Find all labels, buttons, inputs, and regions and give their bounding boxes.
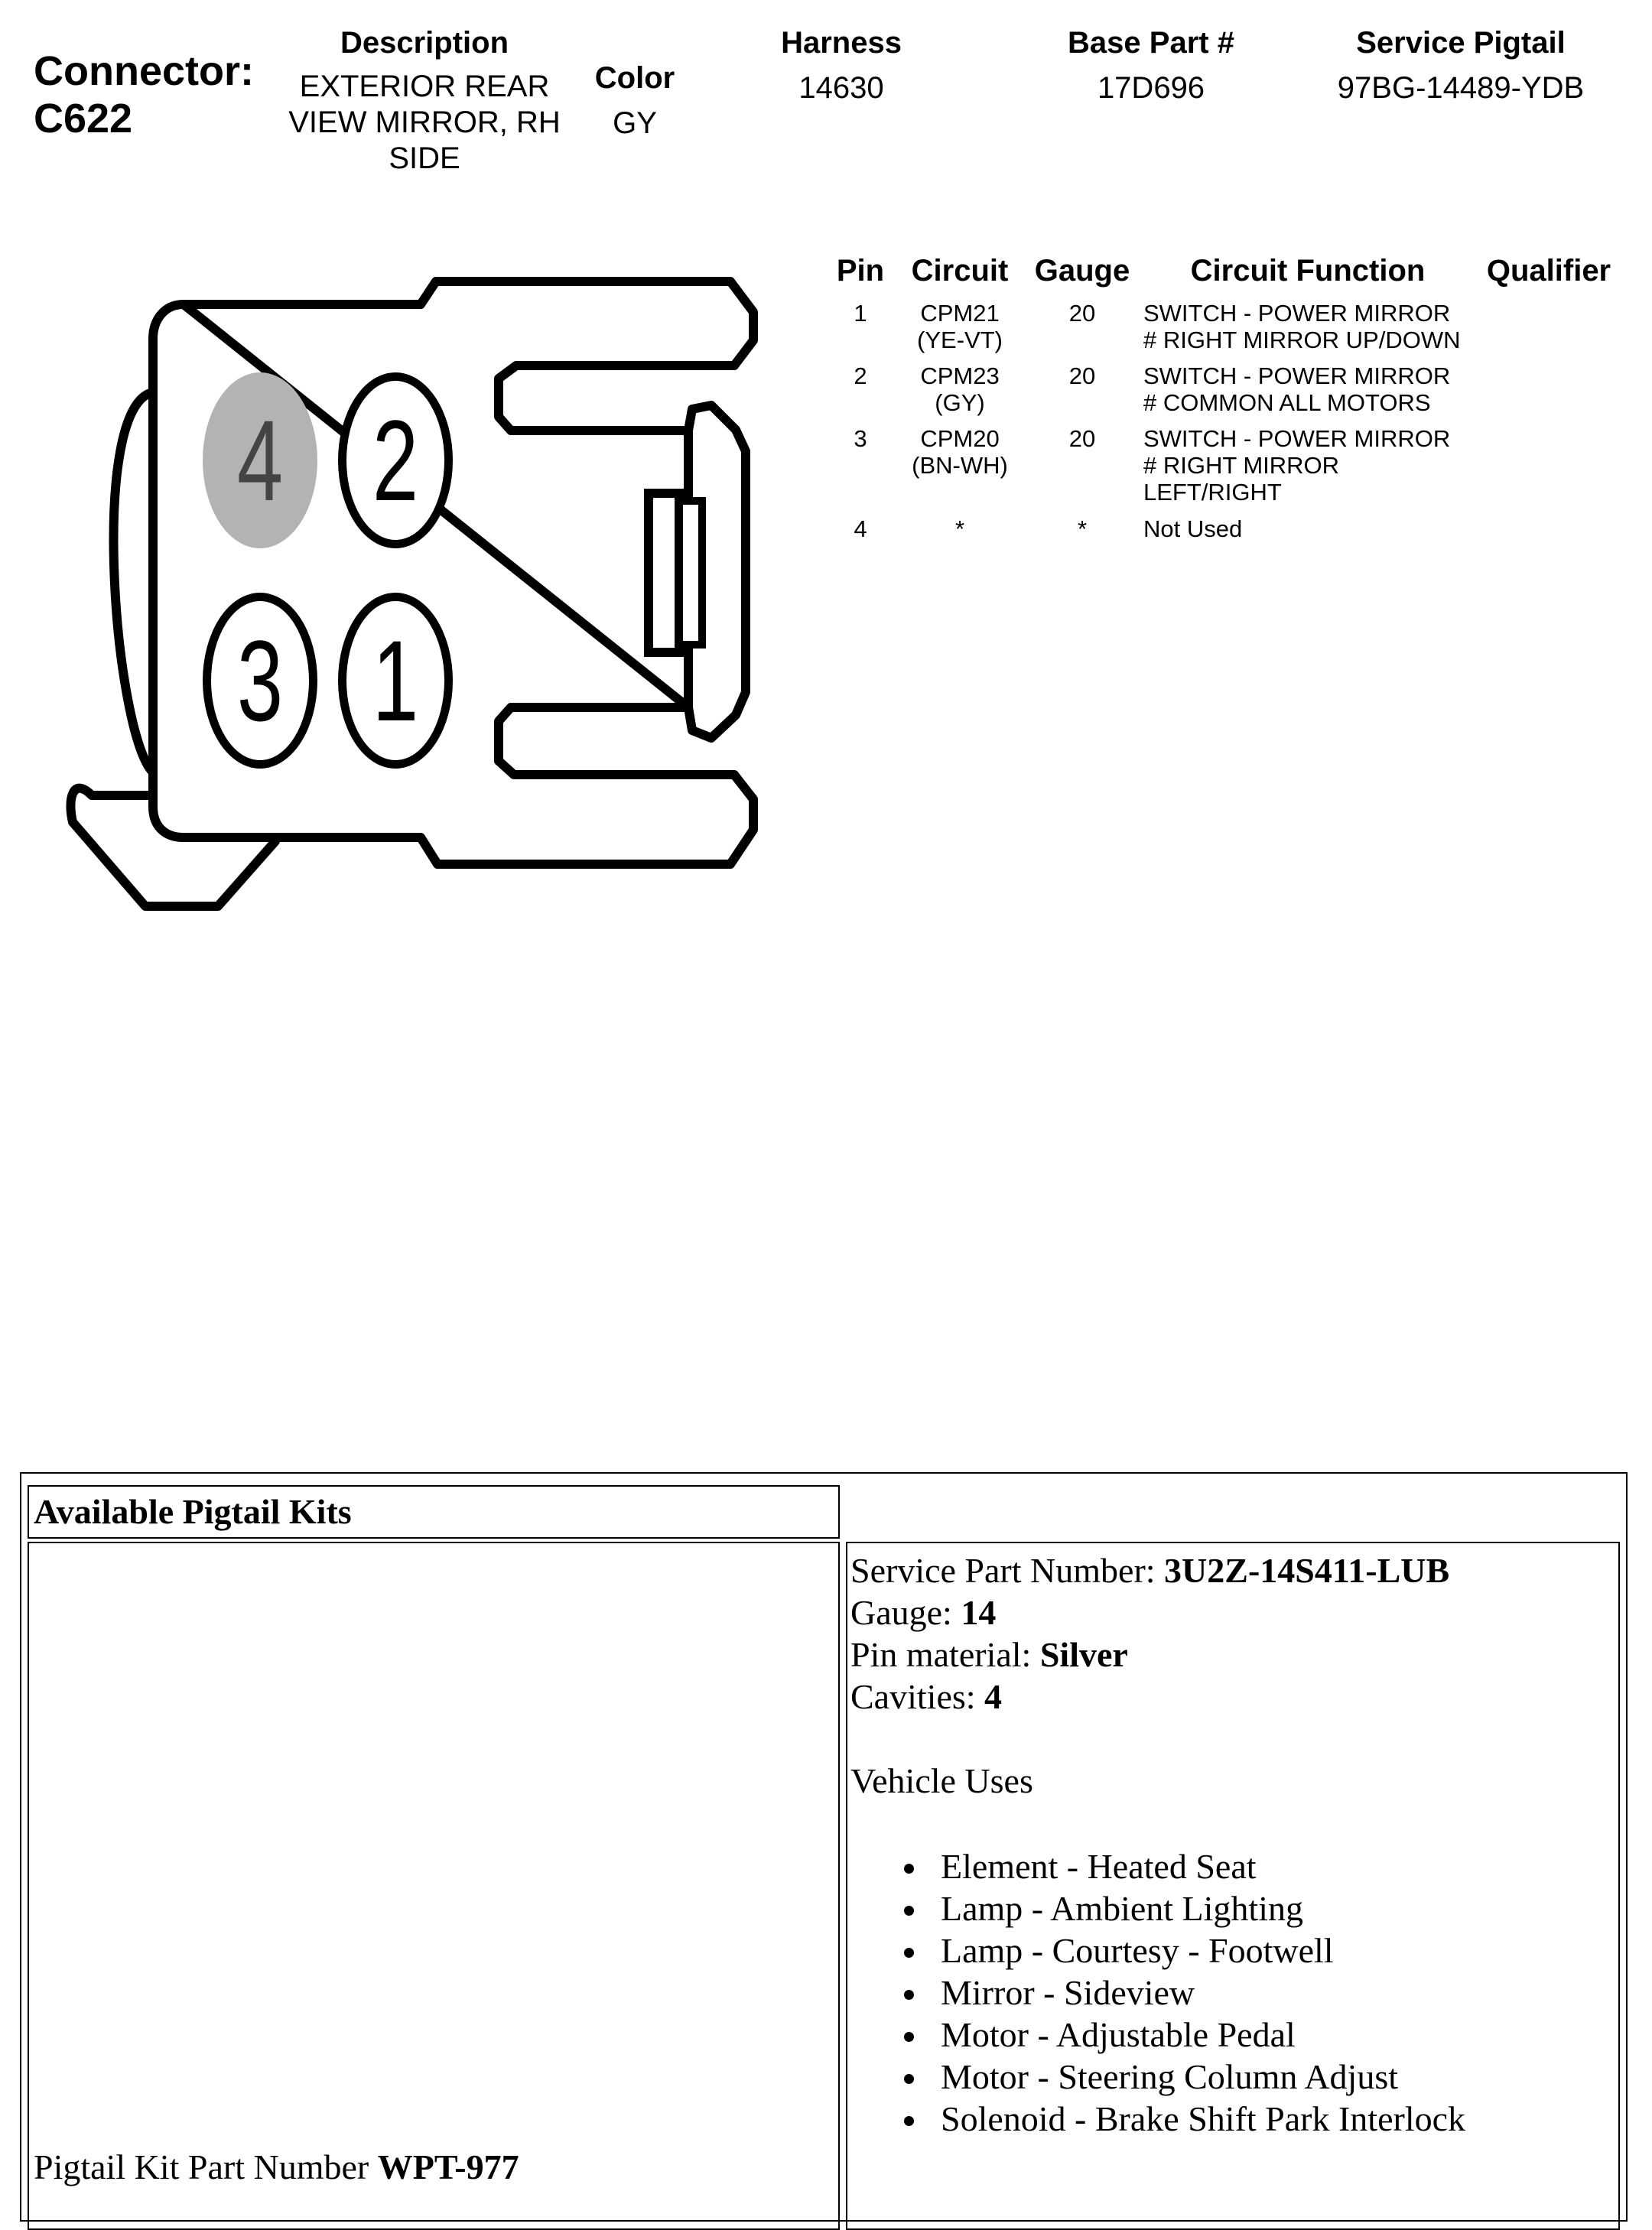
pin-cavity-3 [203, 593, 317, 769]
pigtail-kit-details-cell [846, 1542, 1620, 2230]
service-pigtail-value: 97BG-14489-YDB [1337, 71, 1585, 105]
kit-gauge: Gauge: 14 [850, 1593, 997, 1632]
cavities: Cavities: 4 [850, 1677, 1003, 1716]
circuit-name: CPM23 (GY) [920, 362, 1000, 416]
gauge-value: * [1077, 515, 1088, 542]
pin-number: 3 [854, 425, 867, 452]
color-heading: Color [594, 61, 675, 95]
pin-cavity-2 [338, 372, 453, 548]
pin-number: 4 [854, 515, 867, 542]
gauge-value: 20 [1068, 300, 1096, 327]
circuit-name: CPM21 (YE-VT) [917, 300, 1003, 353]
circuit-function: SWITCH - POWER MIRROR # RIGHT MIRROR UP/DOWN [1143, 300, 1461, 353]
description-value: EXTERIOR REAR VIEW MIRROR, RH SIDE [288, 70, 561, 175]
pin-number: 2 [854, 362, 867, 389]
connector-id: C622 [34, 96, 133, 141]
pin-number: 1 [854, 300, 867, 327]
list-item: Motor - Steering Column Adjust [901, 2056, 1465, 2098]
service-part-number: Service Part Number: 3U2Z-14S411-LUB [850, 1551, 1450, 1590]
pin-table-header-gauge: Gauge [1034, 254, 1130, 288]
pin-cavity-1 [338, 593, 453, 769]
pigtail-kit-part-number: Pigtail Kit Part Number WPT-977 [34, 2147, 519, 2186]
circuit-name: CPM20 (BN-WH) [912, 425, 1008, 479]
service-pigtail-heading: Service Pigtail [1356, 26, 1566, 60]
description-heading: Description [340, 26, 509, 60]
pin-cavity-4 [203, 372, 317, 548]
vehicle-uses-list [901, 1845, 1465, 2140]
base-part-value: 17D696 [1097, 71, 1205, 105]
circuit-function: Not Used [1143, 515, 1243, 542]
connector-face-diagram [0, 245, 780, 933]
pin-table-header-circuit: Circuit [911, 254, 1009, 288]
connector-lock-bracket-inner [679, 501, 702, 645]
list-item: Lamp - Ambient Lighting [901, 1887, 1465, 1929]
pin-material: Pin material: Silver [850, 1635, 1128, 1674]
circuit-function: SWITCH - POWER MIRROR # RIGHT MIRROR LEFT/RIGHT [1143, 425, 1451, 505]
circuit-function: SWITCH - POWER MIRROR # COMMON ALL MOTORS [1143, 362, 1451, 416]
gauge-value: 20 [1068, 425, 1096, 452]
pin-number-3: 3 [236, 616, 284, 745]
connector-side-latch [114, 392, 153, 772]
pin-table-header-pin: Pin [836, 254, 885, 288]
circuit-name: * [954, 515, 965, 542]
harness-heading: Harness [781, 26, 902, 60]
connector-hook-foot [70, 788, 275, 906]
connector-label: Connector: [34, 48, 254, 94]
pin-table-header-qualifier: Qualifier [1486, 254, 1611, 288]
pin-number-2: 2 [372, 395, 419, 525]
pigtail-kits-title: Available Pigtail Kits [34, 1492, 352, 1531]
pin-number-1: 1 [372, 616, 419, 745]
connector-title [34, 47, 254, 142]
list-item: Solenoid - Brake Shift Park Interlock [901, 2098, 1465, 2140]
color-value: GY [613, 106, 657, 140]
pigtail-kit-image-cell [28, 1542, 840, 2230]
base-part-heading: Base Part # [1068, 26, 1234, 60]
connector-lock-bracket [649, 493, 679, 652]
list-item: Mirror - Sideview [901, 1972, 1465, 2014]
vehicle-uses-label: Vehicle Uses [850, 1761, 1033, 1800]
pin-table-header-function: Circuit Function [1190, 254, 1426, 288]
list-item: Element - Heated Seat [901, 1845, 1465, 1887]
gauge-value: 20 [1068, 362, 1096, 389]
list-item: Lamp - Courtesy - Footwell [901, 1929, 1465, 1972]
pigtail-kits-title-cell [28, 1485, 840, 1539]
pin-number-4: 4 [236, 395, 284, 525]
harness-value: 14630 [798, 71, 884, 105]
list-item: Motor - Adjustable Pedal [901, 2014, 1465, 2056]
